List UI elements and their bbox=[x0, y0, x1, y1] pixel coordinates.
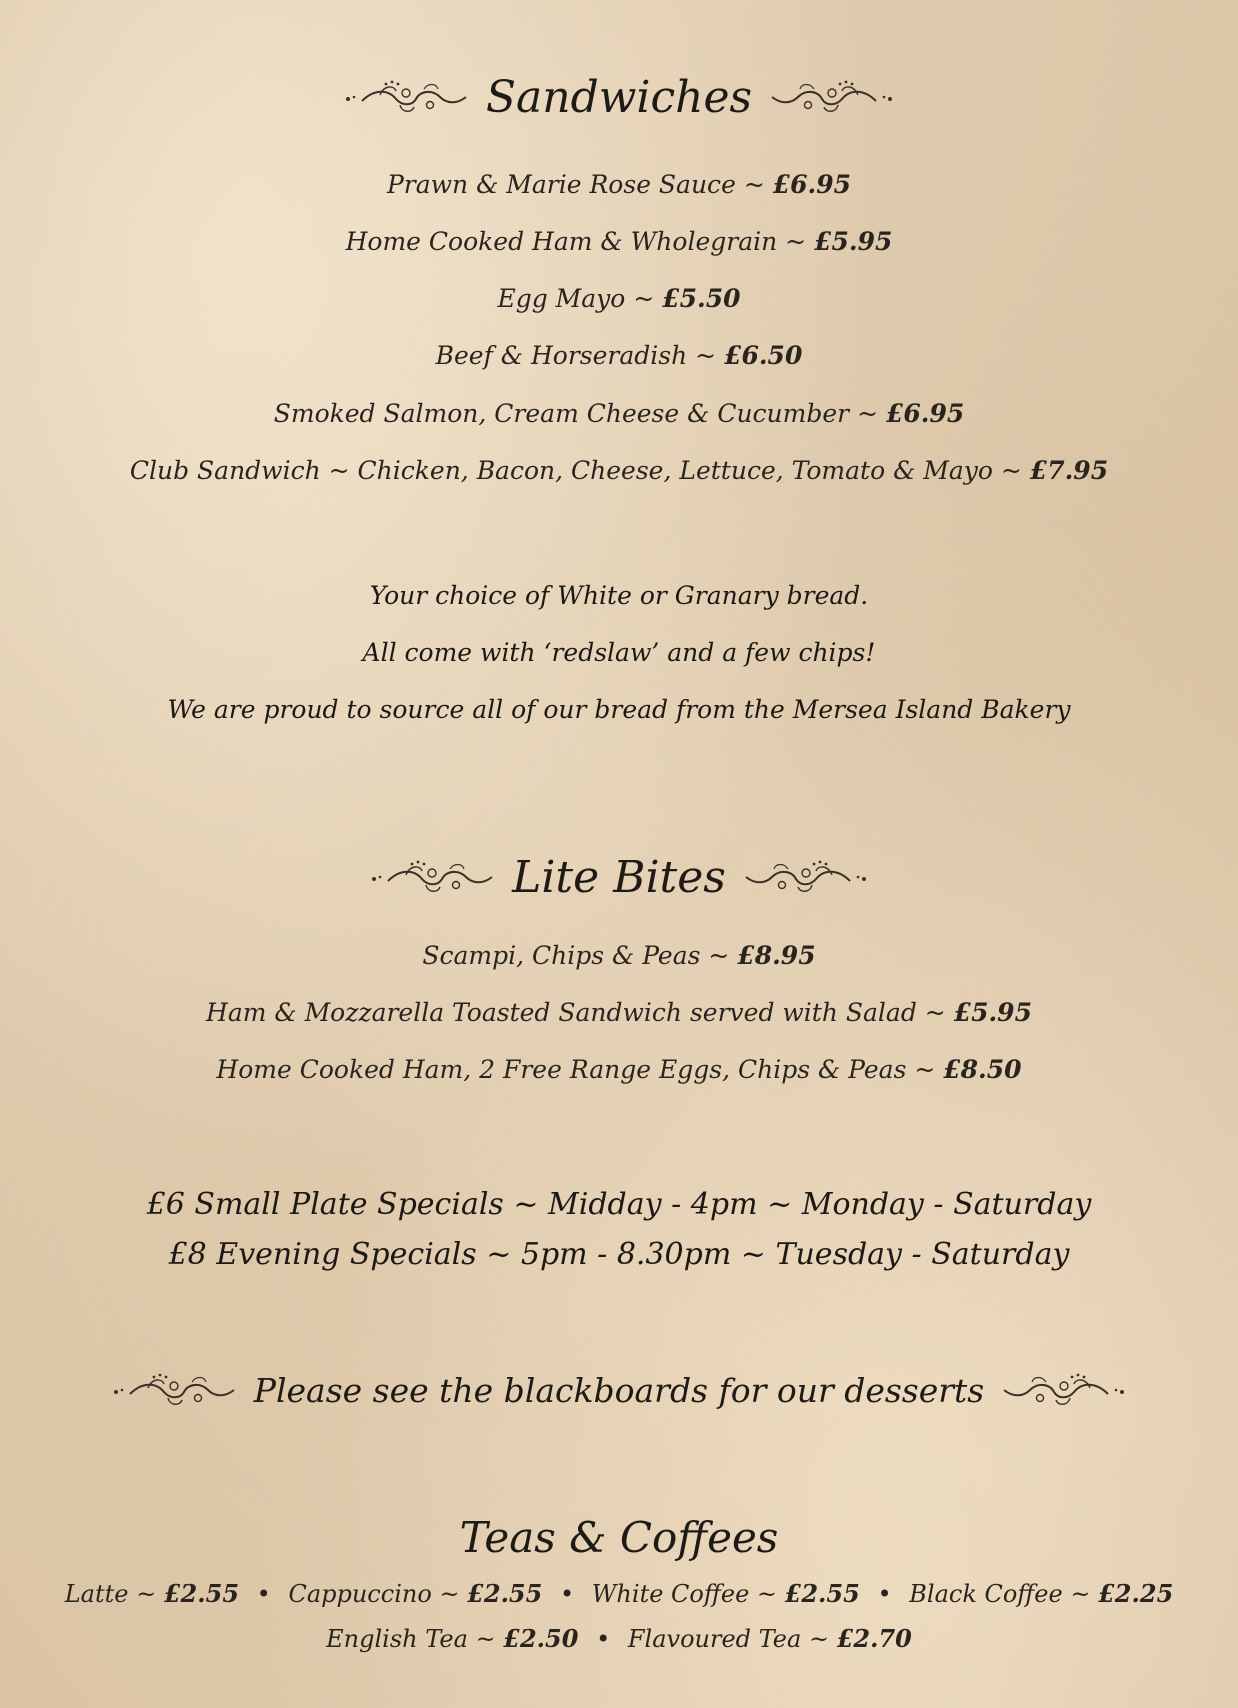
teas-coffees-title: Teas & Coffees bbox=[459, 1513, 779, 1562]
lite-bites-heading-row bbox=[0, 848, 1238, 908]
bullet-separator: • bbox=[559, 1580, 575, 1608]
scroll-flourish-icon bbox=[340, 75, 472, 121]
bullet-separator: • bbox=[877, 1580, 892, 1608]
price: £2.55 bbox=[163, 1579, 240, 1608]
price: £2.25 bbox=[1098, 1579, 1174, 1608]
price: £2.50 bbox=[503, 1624, 579, 1653]
scroll-flourish-icon bbox=[366, 855, 498, 901]
bullet-separator: • bbox=[596, 1625, 611, 1653]
price: £7.95 bbox=[1029, 456, 1109, 485]
price: £2.55 bbox=[467, 1579, 543, 1608]
bakery-note: We are proud to source all of our bread from the Mersea Island Bakery bbox=[167, 695, 1071, 724]
menu-item: Egg Mayo ~ £5.50 bbox=[497, 284, 741, 313]
desserts-note: Please see the blackboards for our desserts bbox=[253, 1371, 985, 1410]
drink-item: English Tea ~ £2.50 bbox=[326, 1624, 579, 1653]
menu-item: Home Cooked Ham, 2 Free Range Eggs, Chips & Peas ~ £8.50 bbox=[216, 1055, 1022, 1084]
sandwiches-title: Sandwiches bbox=[485, 72, 753, 123]
price: £6.50 bbox=[724, 341, 803, 370]
drink-item: Cappuccino ~ £2.55 bbox=[288, 1579, 543, 1608]
price: £8.50 bbox=[943, 1055, 1022, 1084]
scroll-flourish-icon bbox=[740, 855, 872, 901]
bullet-separator: • bbox=[256, 1580, 271, 1608]
menu-item: Smoked Salmon, Cream Cheese & Cucumber ~ £6.95 bbox=[273, 399, 965, 428]
drink-item: White Coffee ~ £2.55 bbox=[591, 1579, 860, 1608]
small-plate-specials: £6 Small Plate Specials ~ Midday - 4pm ~ Monday - Saturday bbox=[146, 1187, 1092, 1222]
teas-line-1 bbox=[0, 1577, 1238, 1611]
teas-line-2 bbox=[0, 1622, 1238, 1656]
menu-item: Prawn & Marie Rose Sauce ~ £6.95 bbox=[386, 170, 852, 199]
price: £2.70 bbox=[836, 1624, 912, 1653]
drink-item: Black Coffee ~ £2.25 bbox=[909, 1579, 1174, 1608]
menu-item: Ham & Mozzarella Toasted Sandwich served with Salad ~ £5.95 bbox=[206, 998, 1032, 1027]
price: £6.95 bbox=[885, 399, 965, 428]
price: £5.95 bbox=[814, 227, 893, 256]
desserts-row bbox=[0, 1368, 1238, 1414]
drink-item: Flavoured Tea ~ £2.70 bbox=[627, 1624, 912, 1653]
price: £6.95 bbox=[772, 170, 852, 199]
menu-item: Club Sandwich ~ Chicken, Bacon, Cheese, Lettuce, Tomato & Mayo ~ £7.95 bbox=[129, 456, 1109, 485]
scroll-flourish-icon bbox=[998, 1368, 1130, 1414]
price: £2.55 bbox=[784, 1579, 860, 1608]
evening-specials: £8 Evening Specials ~ 5pm - 8.30pm ~ Tuesday - Saturday bbox=[168, 1237, 1070, 1272]
scroll-flourish-icon bbox=[766, 75, 898, 121]
price: £5.95 bbox=[953, 998, 1032, 1027]
sandwiches-heading-row bbox=[0, 68, 1238, 128]
menu-item: Home Cooked Ham & Wholegrain ~ £5.95 bbox=[345, 227, 893, 256]
menu-item: Scampi, Chips & Peas ~ £8.95 bbox=[422, 941, 816, 970]
menu-item: Beef & Horseradish ~ £6.50 bbox=[435, 341, 803, 370]
scroll-flourish-icon bbox=[108, 1368, 240, 1414]
bread-note: Your choice of White or Granary bread. bbox=[369, 581, 869, 610]
drink-item: Latte ~ £2.55 bbox=[64, 1579, 240, 1608]
lite-bites-title: Lite Bites bbox=[512, 852, 726, 903]
price: £8.95 bbox=[737, 941, 816, 970]
price: £5.50 bbox=[662, 284, 741, 313]
chips-note: All come with ‘redslaw’ and a few chips! bbox=[362, 638, 876, 667]
